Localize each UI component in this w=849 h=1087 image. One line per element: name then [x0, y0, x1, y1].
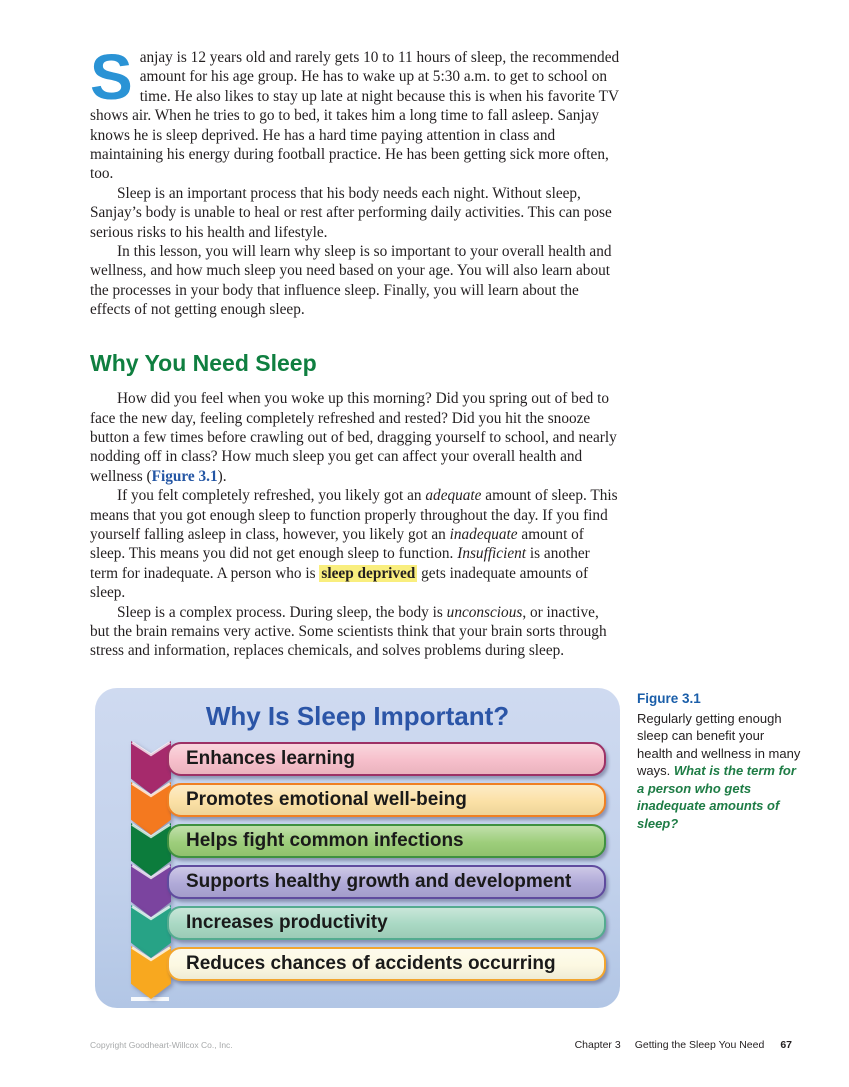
figure-bar-label: Enhances learning: [186, 748, 355, 769]
figure-bar-list: [167, 742, 606, 981]
paragraph-text: Sleep is a complex process. During sleep, the body is: [117, 603, 447, 621]
paragraph-text: If you felt completely refreshed, you likely got an: [117, 487, 426, 505]
figure-caption-label: Figure 3.1: [637, 691, 701, 706]
figure-bar-row: [167, 865, 606, 899]
paragraph-text: ).: [217, 467, 227, 485]
figure-bar: [167, 906, 606, 940]
body-text-column: [90, 41, 620, 661]
figure-bar: [167, 824, 606, 858]
figure-bar-label: Promotes emotional well-being: [186, 789, 467, 810]
figure-caption-question: What is the term for a person who gets inadequate amounts of sleep?: [637, 763, 796, 831]
figure-caption-text: Regularly getting enough sleep can benefit your health and wellness in many ways.: [637, 710, 801, 778]
paragraph-text: How did you feel when you woke up this morning? Did you spring out of bed to face the new day, feeling completely refreshed and rested? Did you hit the snooze button a few times before crawling out of bed, dragging yourself to school, and nearly nodding off in class? How much sleep you get can affect your overall health and wellness (: [90, 390, 617, 485]
figure-reference-link[interactable]: Figure 3.1: [151, 467, 218, 485]
chapter-label: Chapter 3: [574, 1039, 621, 1051]
section-paragraph-3: [90, 603, 620, 661]
page-footer: [90, 1039, 792, 1051]
italic-term-insufficient: Insufficient: [457, 545, 527, 563]
italic-term-inadequate: inadequate: [449, 525, 518, 543]
figure-bar-label: Increases productivity: [186, 912, 388, 933]
section-paragraph-1: [90, 389, 620, 486]
figure-bar-label: Reduces chances of accidents occurring: [186, 953, 556, 974]
section-heading: Why You Need Sleep: [90, 349, 317, 376]
figure-bar-row: [167, 906, 606, 940]
figure-bar: [167, 783, 606, 817]
figure-bar-label: Supports healthy growth and development: [186, 871, 572, 892]
paragraph-text: , or inactive, but the brain remains very active. Some scientists think that your brain sorts through stress and information, replaces chemicals, and solves problems during sleep.: [90, 603, 607, 660]
paragraph-text: amount of sleep. This means you did not get enough sleep to function.: [90, 525, 584, 563]
paragraph-text: amount of sleep. This means that you got enough sleep to function properly throughout the day. If you find yourself falling asleep in class, however, you likely got an: [90, 487, 618, 543]
figure-bar-row: [167, 947, 606, 981]
figure-bar-label: Helps fight common infections: [186, 830, 464, 851]
chevron-down-icon: [131, 946, 171, 999]
intro-paragraph-1-text: anjay is 12 years old and rarely gets 10 to 11 hours of sleep, the recommended amount for his age group. He has to wake up at 5:30 a.m. to get to school on time. He also likes to stay up late at night because this is when his favorite TV shows air. When he tries to go to bed, it takes him a long time to fall asleep. Sanjay knows he is sleep deprived. He has a hard time paying attention in class and maintaining his energy during football practice. He has been getting sick more often, too.: [90, 49, 620, 183]
paragraph-text: gets inadequate amounts of sleep.: [90, 564, 589, 602]
copyright-notice: Copyright Goodheart-Willcox Co., Inc.: [90, 1040, 233, 1050]
figure-bar: [167, 742, 606, 776]
chapter-title: Getting the Sleep You Need: [634, 1039, 765, 1051]
figure-3-1-panel: [95, 688, 620, 1008]
intro-paragraph-1: [90, 41, 620, 184]
figure-caption: [637, 690, 803, 832]
figure-bar: [167, 865, 606, 899]
highlighted-key-term: sleep deprived: [321, 564, 416, 582]
drop-cap-letter: S: [90, 41, 133, 113]
italic-term-adequate: adequate: [425, 487, 482, 505]
figure-bar-row: [167, 783, 606, 817]
paragraph-text: is another term for inadequate. A person who is: [90, 545, 590, 582]
intro-paragraph-2: Sleep is an important process that his body needs each night. Without sleep, Sanjay’s body is unable to heal or rest after performing daily activities. This can pose serious risks to his health and lifestyle.: [90, 184, 612, 241]
figure-bar-row: [167, 742, 606, 776]
running-footer: [575, 1039, 792, 1051]
figure-bar: [167, 947, 606, 981]
page-number: 67: [780, 1039, 792, 1051]
section-paragraph-2: [90, 486, 620, 602]
figure-title: Why Is Sleep Important?: [205, 701, 510, 731]
intro-paragraph-3: In this lesson, you will learn why sleep is so important to your overall health and wellness, and how much sleep you need based on your age. You will also learn about the processes in your body that influence sleep. Finally, you will learn about the effects of not getting enough sleep.: [90, 243, 612, 319]
italic-term-unconscious: unconscious: [446, 603, 523, 621]
figure-bar-row: [167, 824, 606, 858]
